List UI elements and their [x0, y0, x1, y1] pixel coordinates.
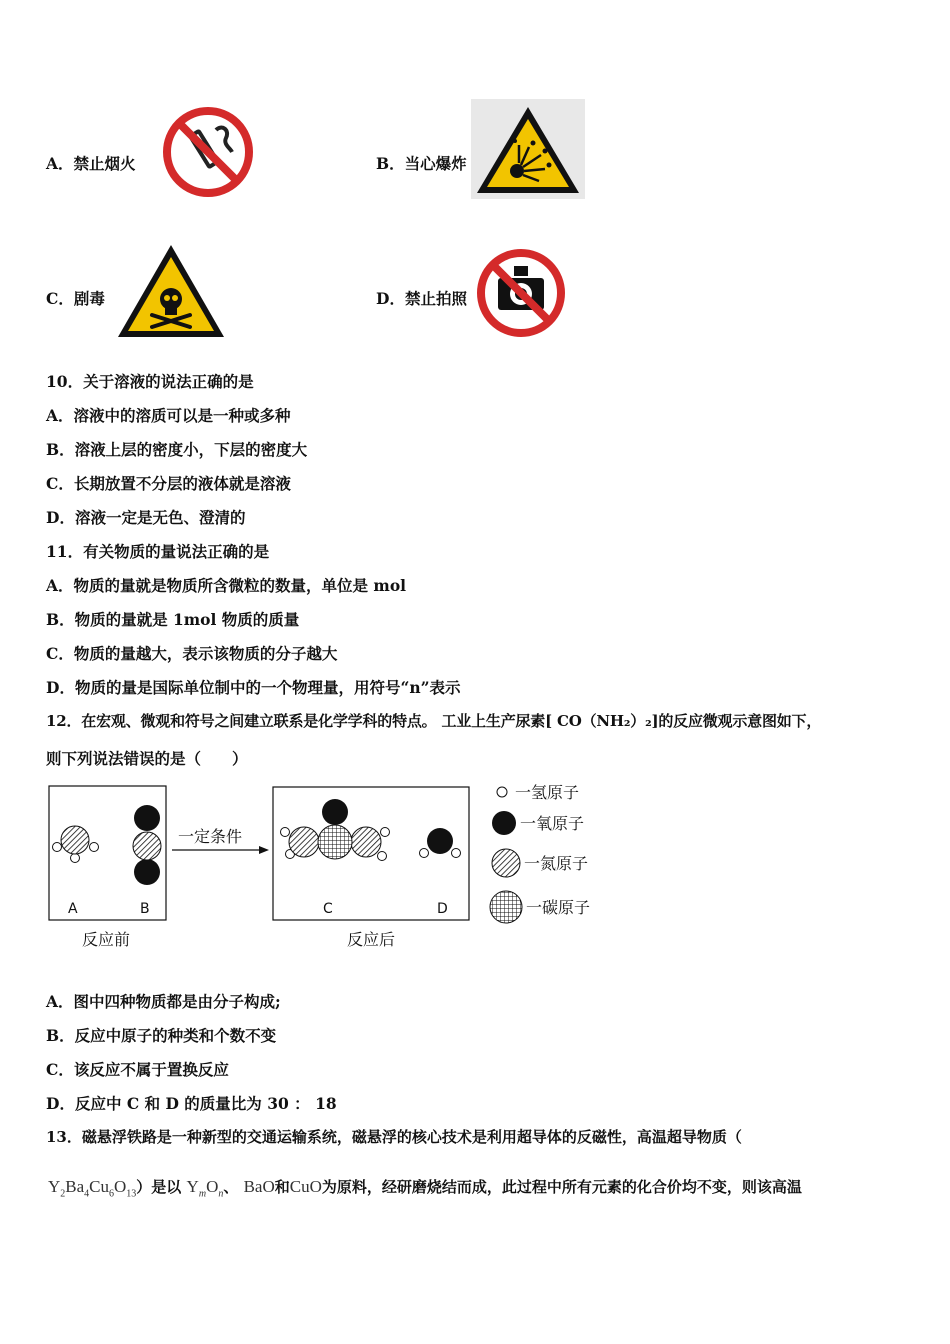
q13-rest: 为原料，经研磨烧结而成，此过程中所有元素的化合价均不变，则该高温 [321, 1178, 802, 1196]
q12-option-a: A．图中四种物质都是由分子构成; [46, 992, 281, 1011]
legend-nitrogen: 一氮原子 [524, 854, 589, 873]
q12-stem-line1: 12．在宏观、微观和符号之间建立联系是化学学科的特点。 工业上生产尿素[ CO（NH₂）₂]的反应微观示意图如下， [46, 712, 822, 730]
before-caption: 反应前 [82, 930, 131, 949]
q10-option-c: C．长期放置不分层的液体就是溶液 [46, 474, 291, 493]
no-photography-icon [474, 246, 568, 340]
q12-option-b: B．反应中原子的种类和个数不变 [46, 1026, 277, 1045]
legend-hydrogen: 一氢原子 [515, 783, 580, 802]
q11-option-b: B．物质的量就是 1mol 物质的质量 [46, 610, 300, 629]
q11-stem: 11．有关物质的量说法正确的是 [46, 542, 270, 561]
q12-stem-line2: 则下列说法错误的是（ ） [46, 749, 248, 768]
q12-option-d: D．反应中 C 和 D 的质量比为 30 ： 18 [46, 1094, 337, 1113]
label-d: D [437, 901, 448, 917]
no-smoking-icon [160, 104, 256, 200]
q13-sep: 、 [223, 1178, 239, 1196]
q9-option-d-label: D．禁止拍照 [376, 289, 467, 308]
q9-option-b-label: B．当心爆炸 [376, 154, 467, 173]
reaction-diagram [40, 776, 620, 956]
q13-stem-line2 [48, 1176, 802, 1199]
formula-bao: BaO [243, 1177, 275, 1196]
formula-y2ba4cu6o13: $Y_2Ba_4Cu_6O_{13}$ [48, 1177, 137, 1200]
q11-option-a: A．物质的量就是物质所含微粒的数量，单位是 mol [46, 576, 407, 595]
legend-carbon: 一碳原子 [526, 898, 591, 917]
label-a: A [68, 901, 78, 917]
q12-option-c: C．该反应不属于置换反应 [46, 1060, 229, 1079]
q10-option-d: D．溶液一定是无色、澄清的 [46, 508, 246, 527]
formula-ymon: $Y_mO_n$ [186, 1177, 224, 1200]
q9-option-a-label: A．禁止烟火 [46, 154, 136, 173]
q13-stem-line1: 13．磁悬浮铁路是一种新型的交通运输系统，磁悬浮的核心技术是利用超导体的反磁性，高温超导物质（ [46, 1128, 742, 1146]
legend [490, 783, 590, 923]
label-c: C [323, 901, 333, 917]
molecule-d [420, 828, 461, 858]
q9-option-c-label: C．剧毒 [46, 289, 105, 308]
molecule-a [53, 826, 99, 863]
formula-cuo: CuO [289, 1177, 322, 1196]
q10-stem: 10．关于溶液的说法正确的是 [46, 372, 254, 391]
q11-option-c: C．物质的量越大，表示该物质的分子越大 [46, 644, 338, 663]
q10-option-b: B．溶液上层的密度小，下层的密度大 [46, 440, 308, 459]
explosion-warning-icon [471, 99, 585, 199]
after-caption: 反应后 [347, 930, 396, 949]
label-b: B [140, 901, 150, 917]
condition-label: 一定条件 [178, 827, 243, 846]
molecule-b [133, 805, 161, 885]
q13-text-is: ）是以 [136, 1178, 182, 1196]
q13-he: 和 [274, 1178, 290, 1196]
legend-oxygen: 一氧原子 [520, 814, 585, 833]
q11-option-d: D．物质的量是国际单位制中的一个物理量，用符号“n”表示 [46, 678, 461, 697]
q10-option-a: A．溶液中的溶质可以是一种或多种 [46, 406, 291, 425]
toxic-warning-icon [114, 241, 228, 341]
molecule-c [281, 799, 390, 861]
